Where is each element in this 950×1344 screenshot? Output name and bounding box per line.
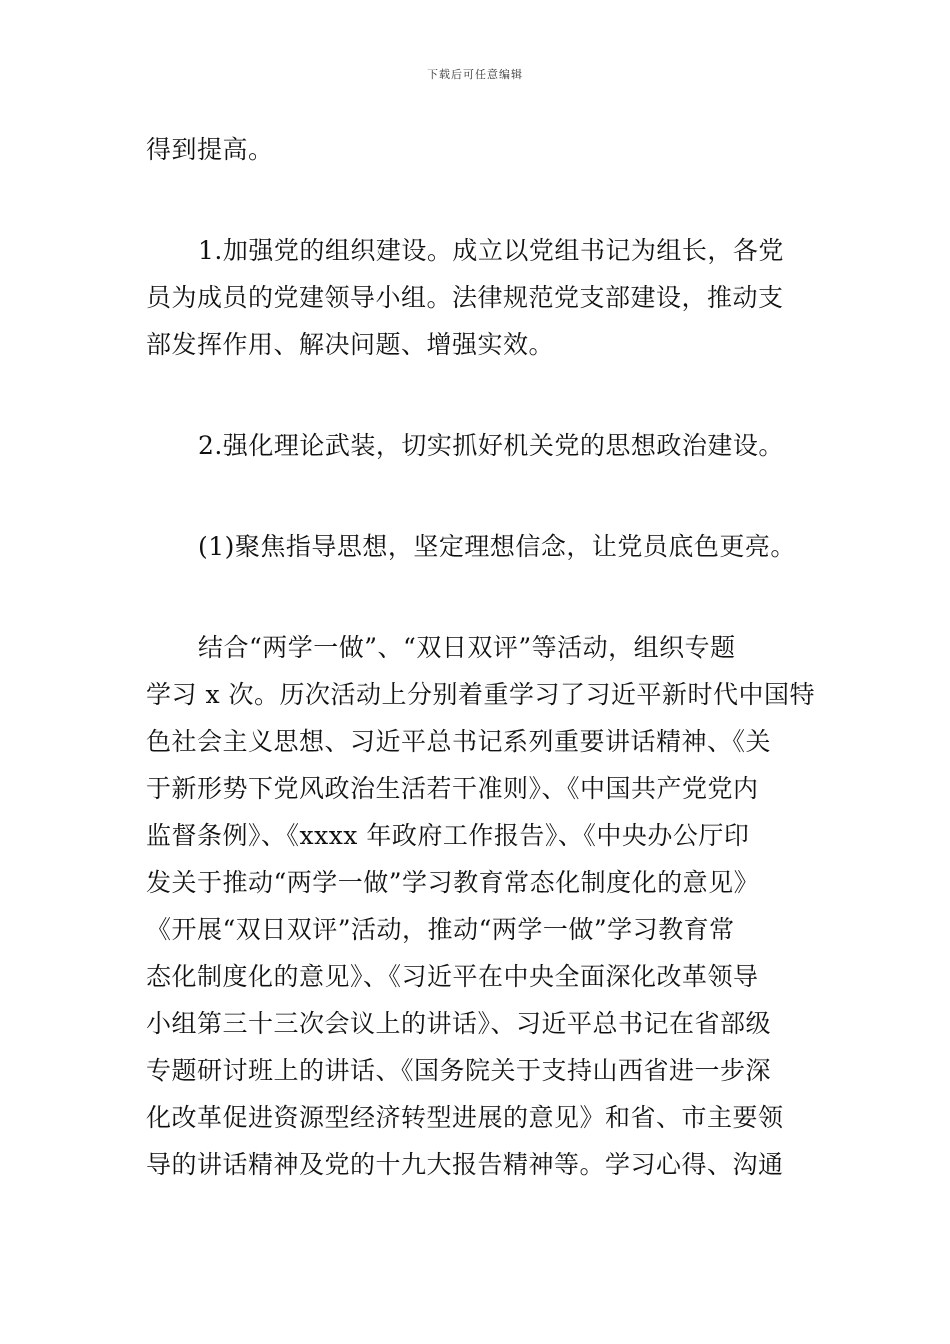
paragraph-line: 部发挥作用、解决问题、增强实效。 xyxy=(146,330,555,359)
paragraph-gap xyxy=(146,469,806,523)
paragraph-line: 色社会主义思想、习近平总书记系列重要讲话精神、《关 xyxy=(146,727,772,756)
paragraph-line: 导的讲话精神及党的十九大报告精神等。学习心得、沟通 xyxy=(146,1150,784,1179)
paragraph-line: 发关于推动“两学一做”学习教育常态化制度化的意见》 xyxy=(146,868,760,897)
paragraph-line: 2.强化理论武装，切实抓好机关党的思想政治建设。 xyxy=(198,431,784,460)
paragraph-line: 小组第三十三次会议上的讲话》、习近平总书记在省部级 xyxy=(146,1009,772,1038)
paragraph-line: 1.加强党的组织建设。成立以党组书记为组长，各党 xyxy=(198,236,784,265)
paragraph-gap xyxy=(146,368,806,422)
paragraph-line: 得到提高。 xyxy=(146,135,274,164)
paragraph-line: (1)聚焦指导思想，坚定理想信念，让党员底色更亮。 xyxy=(198,532,796,561)
paragraph-gap xyxy=(146,173,806,227)
paragraph-line: 化改革促进资源型经济转型进展的意见》和省、市主要领 xyxy=(146,1103,784,1132)
paragraph-gap xyxy=(146,570,806,624)
paragraph-line: 态化制度化的意见》、《习近平在中央全面深化改革领导 xyxy=(146,962,759,991)
paragraph-line: 专题研讨班上的讲话、《国务院关于支持山西省进一步深 xyxy=(146,1056,772,1085)
paragraph-line: 学习 x 次。历次活动上分别着重学习了习近平新时代中国特 xyxy=(146,680,815,709)
paragraph-line: 员为成员的党建领导小组。法律规范党支部建设，推动支 xyxy=(146,283,784,312)
header-note: 下载后可任意编辑 xyxy=(427,68,523,81)
document-body xyxy=(146,126,815,1188)
paragraph-line: 《开展“双日双评”活动，推动“两学一做”学习教育常 xyxy=(146,915,735,944)
paragraph-line: 于新形势下党风政治生活若干准则》、《中国共产党党内 xyxy=(146,774,759,803)
paragraph-line: 监督条例》、《xxxx 年政府工作报告》、《中央办公厅印 xyxy=(146,821,750,850)
paragraph-line: 结合“两学一做”、“双日双评”等活动，组织专题 xyxy=(198,633,736,662)
